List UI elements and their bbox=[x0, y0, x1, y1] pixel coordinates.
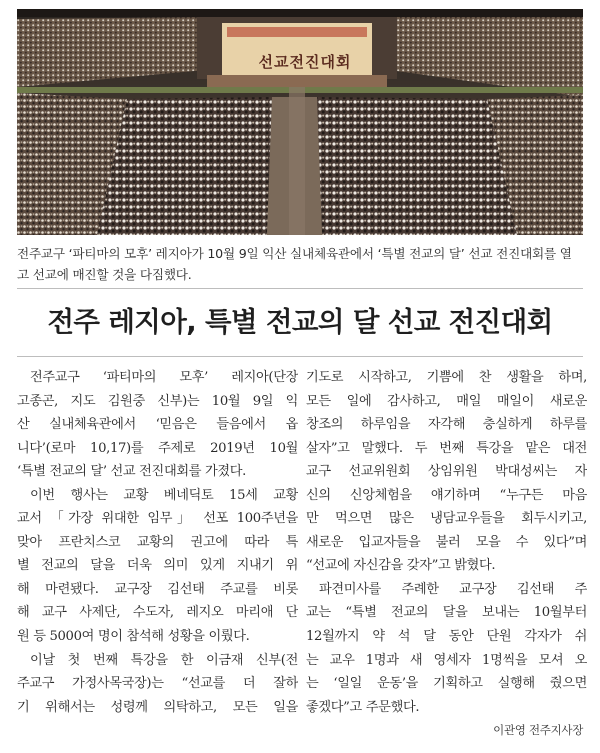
body-text-line: 맞아 프란치스코 교황의 권고에 따라 특 bbox=[17, 534, 298, 550]
gymnasium-photo-illustration bbox=[17, 9, 583, 235]
article-column-right bbox=[306, 366, 587, 719]
body-text-line: 해 마련됐다. 교구장 김선태 주교를 비롯 bbox=[17, 581, 298, 597]
body-text-line: 주교구 가정사목국장)는 “선교를 더 잘하 bbox=[17, 676, 298, 692]
body-text-line: 이날 첫 번째 특강을 한 이금재 신부(전 bbox=[30, 652, 298, 668]
body-text-line: 새로운 입교자들을 불러 모을 수 있다”며 bbox=[306, 534, 587, 550]
caption-line: 고 선교에 매진할 것을 다짐했다. bbox=[17, 267, 192, 282]
body-text-line: 살자”고 말했다. 두 번째 특강을 맡은 대전 bbox=[306, 440, 587, 456]
body-text-line: 별 전교의 달을 더욱 의미 있게 지내기 위 bbox=[17, 558, 298, 574]
article-headline: 전주 레지아, 특별 전교의 달 선교 전진대회 bbox=[47, 306, 553, 338]
body-text-line: 산 실내체육관에서 ‘믿음은 들음에서 옵 bbox=[17, 417, 298, 433]
body-text-line: 는 ‘일일 운동’을 기획하고 실행해 줬으면 bbox=[306, 676, 587, 692]
body-text-line: 기도로 시작하고, 기쁨에 찬 생활을 하며, bbox=[306, 370, 587, 385]
body-text-line: 전주교구 ‘파티마의 모후’ 레지아(단장 bbox=[30, 370, 298, 385]
body-text-line: 모든 일에 감사하고, 매일 매일이 새로운 bbox=[306, 393, 587, 409]
body-text-line: 는 교우 1명과 새 영세자 1명씩을 모셔 오 bbox=[306, 652, 587, 668]
body-text-line: 교구 선교위원회 상임위원 박대성씨는 자 bbox=[306, 464, 587, 480]
body-text-line: 교서 「가장 위대한 임무」 선포 100주년을 bbox=[17, 511, 298, 527]
body-text-line: 고종곤, 지도 김원중 신부)는 10월 9일 익 bbox=[17, 393, 298, 409]
body-text-line: “선교에 자신감을 갖자”고 밝혔다. bbox=[306, 558, 496, 574]
article-column-left bbox=[17, 366, 298, 719]
body-text-line: 만 먹으면 많은 냉담교우들을 회두시키고, bbox=[306, 511, 587, 527]
body-text-line: 좋겠다”고 주문했다. bbox=[306, 699, 420, 715]
body-text-line: 니다’(로마 10,17)를 주제로 2019년 10월 bbox=[17, 440, 298, 456]
stage-banner-title: 선교전진대회 bbox=[258, 53, 352, 71]
event-photo bbox=[17, 9, 583, 235]
body-text-line: 기 위해서는 성령께 의탁하고, 모든 일을 bbox=[17, 699, 298, 715]
body-text-line: 파견미사를 주례한 교구장 김선태 주 bbox=[319, 581, 587, 597]
photo-caption bbox=[17, 243, 587, 285]
headline-bottom-rule bbox=[17, 356, 583, 357]
article-byline: 이관영 전주지사장 bbox=[493, 723, 583, 737]
body-text-line: ‘특별 전교의 달’ 선교 전진대회를 가졌다. bbox=[17, 464, 246, 480]
body-text-line: 이번 행사는 교황 베네딕토 15세 교황 bbox=[30, 487, 298, 503]
body-text-line: 교는 “특별 전교의 달을 보내는 10월부터 bbox=[306, 605, 587, 621]
body-text-line: 원 등 5000여 명이 참석해 성황을 이뤘다. bbox=[17, 629, 250, 645]
body-text-line: 창조의 하루임을 자각해 충실하게 하루를 bbox=[306, 417, 587, 433]
body-text-line: 12월까지 약 석 달 동안 단원 각자가 쉬 bbox=[306, 629, 587, 645]
body-text-line: 해 교구 사제단, 수도자, 레지오 마리애 단 bbox=[17, 605, 298, 621]
headline-top-rule bbox=[17, 288, 583, 289]
body-text-line: 신의 신앙체험을 얘기하며 “누구든 마음 bbox=[306, 487, 587, 503]
caption-line: 전주교구 ‘파티마의 모후’ 레지아가 10월 9일 익산 실내체육관에서 ‘특별 전교의 달’ 선교 전진대회를 열 bbox=[17, 246, 572, 261]
